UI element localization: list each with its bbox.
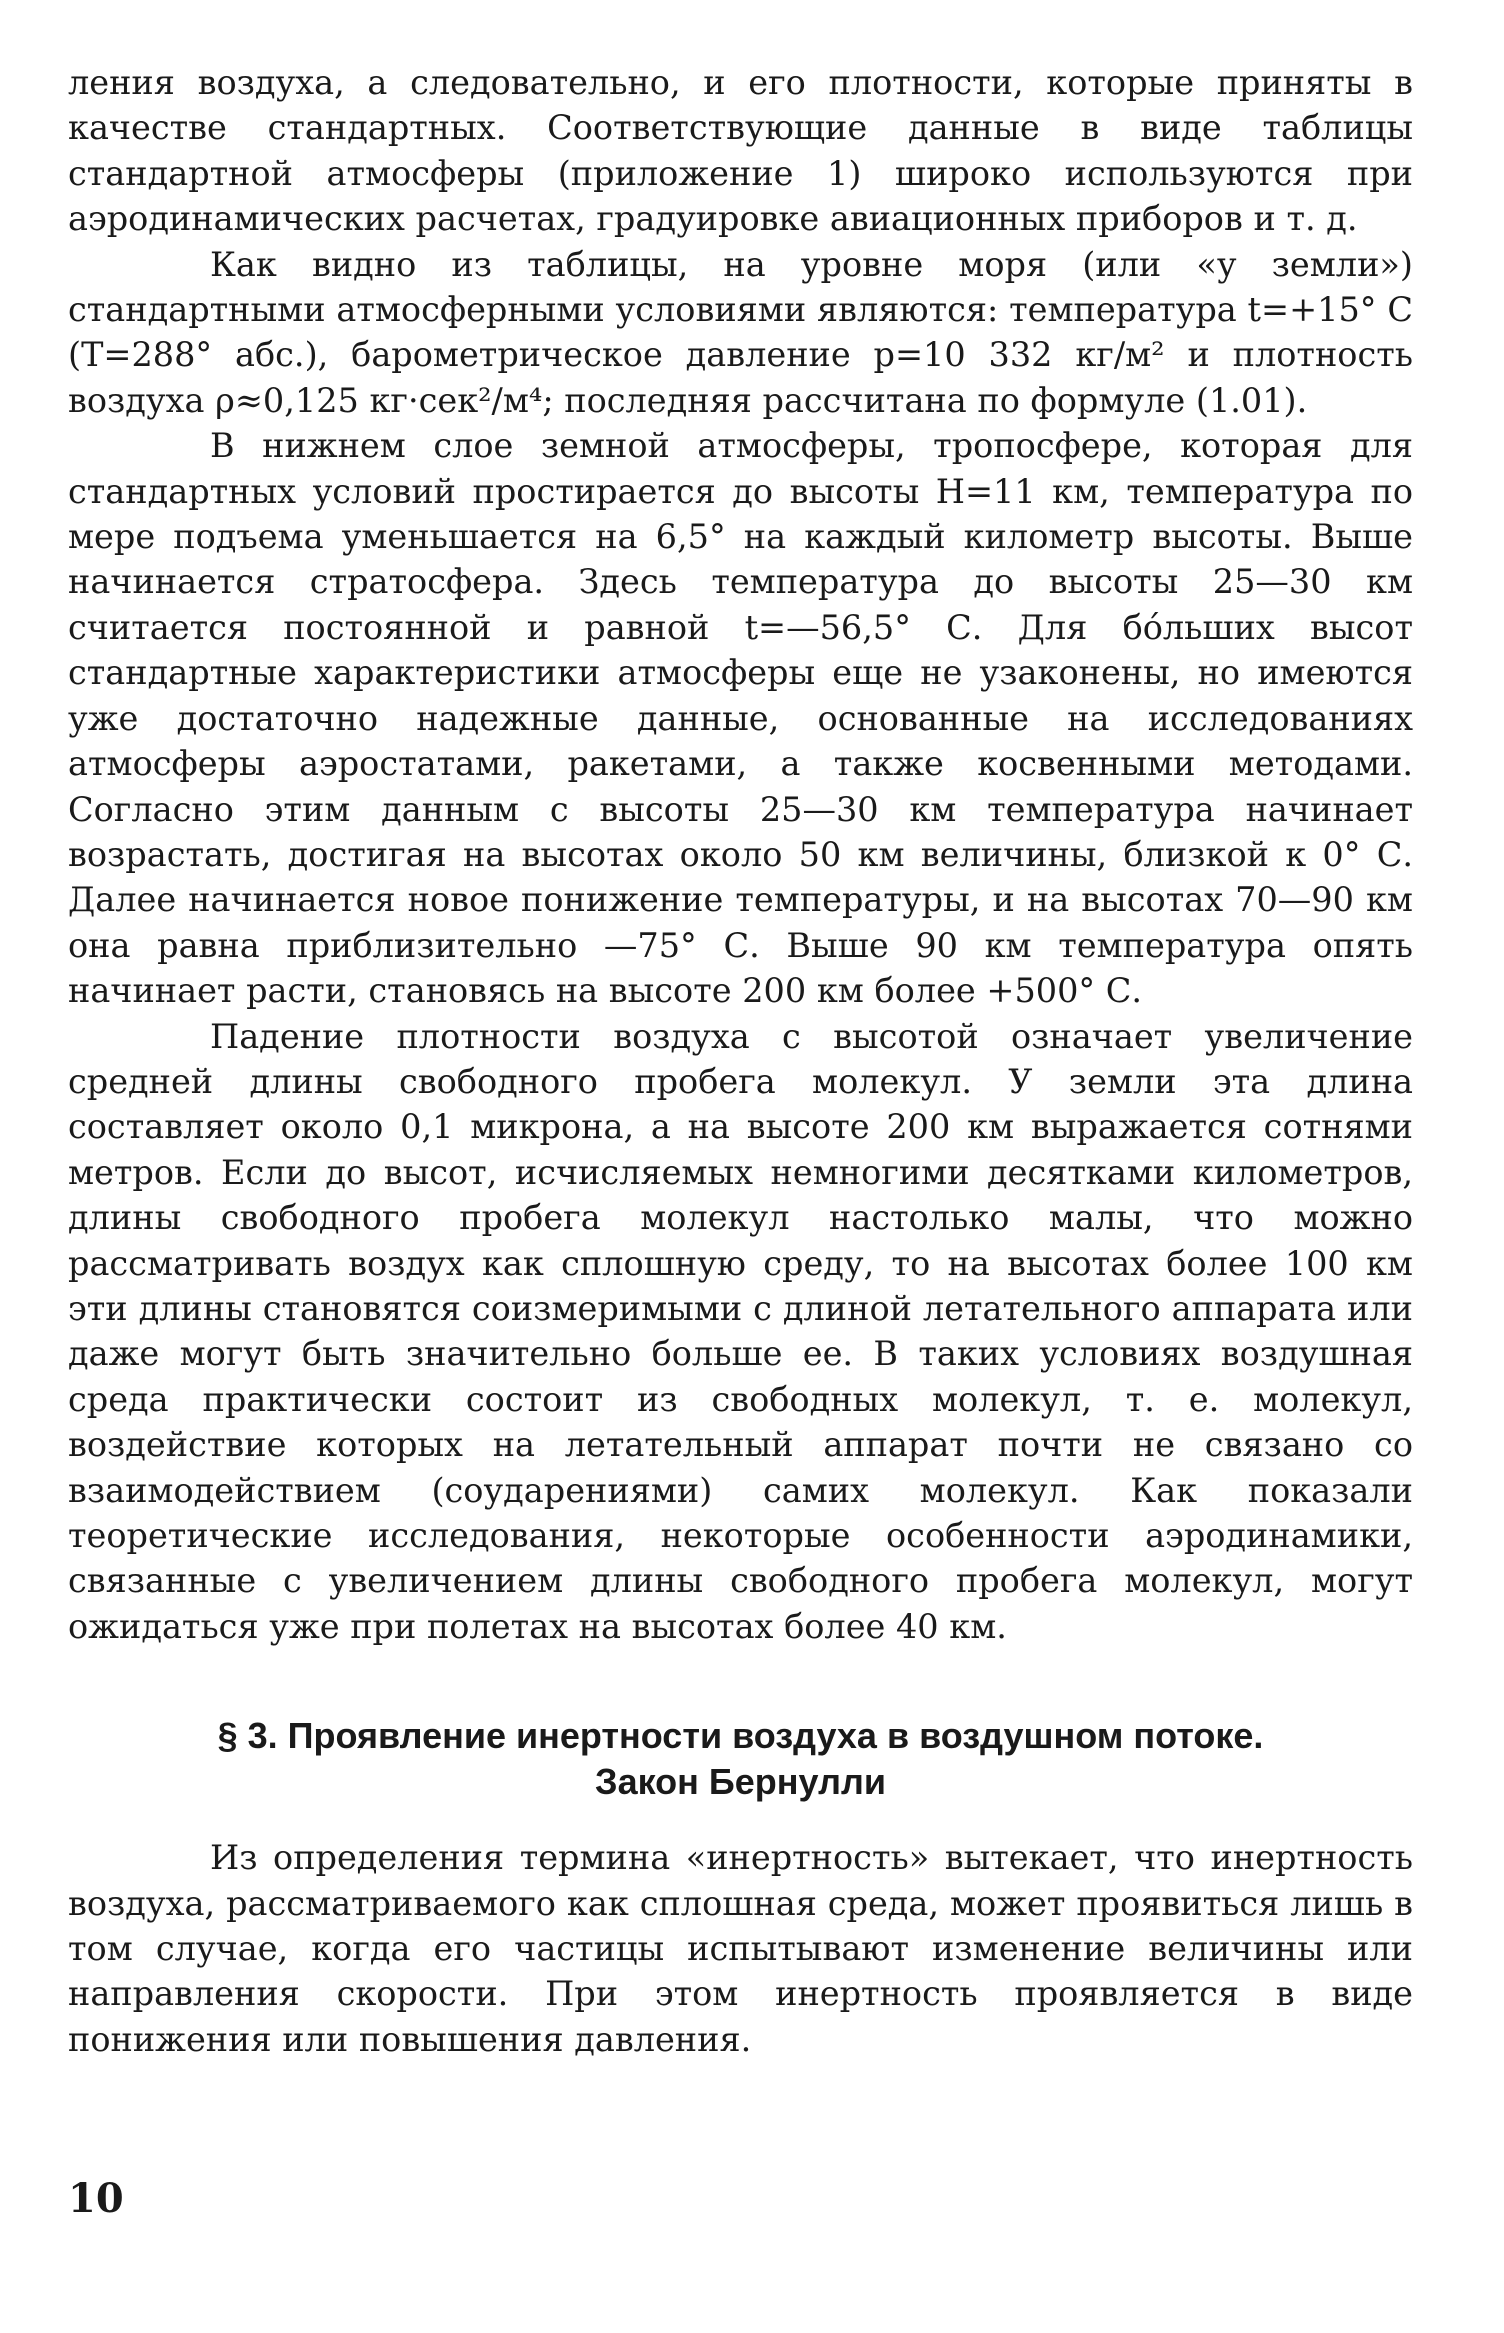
paragraph-sea-level-conditions: Как видно из таблицы, на уровне моря (или «у земли») стандартными атмосферными условиями являются: температура t=+15° С (T=288° абс.), барометрическое давление p=10 332 кг/м² и плотность воздуха ρ≈0,125 кг·сек²/м⁴; последняя рассчитана по формуле (1.01). — [68, 244, 1413, 420]
section-heading-line1: § 3. Проявление инертности воздуха в воздушном потоке. — [217, 1715, 1264, 1757]
page-number: 10 — [68, 2175, 124, 2222]
document-page — [68, 60, 1413, 2062]
paragraph-inertia-definition: Из определения термина «инертность» вытекает, что инертность воздуха, рассматриваемого как сплошная среда, может проявиться лишь в том случае, когда его частицы испытывают изменение величины или направления скорости. При этом инертность проявляется в виде понижения или повышения давления. — [68, 1838, 1413, 2059]
paragraph-standard-atmosphere-intro: ления воздуха, а следовательно, и его плотности, которые приняты в качестве стандартных. Соответствующие данные в виде таблицы стандартной атмосферы (приложение 1) широко используются при аэродинамических расчетах, градуировке авиационных приборов и т. д. — [68, 63, 1413, 239]
paragraph-troposphere-stratosphere: В нижнем слое земной атмосферы, тропосфере, которая для стандартных условий простирается до высоты H=11 км, температура по мере подъема уменьшается на 6,5° на каждый километр высоты. Выше начинается стратосфера. Здесь температура до высоты 25—30 км считается постоянной и равной t=—56,5° С. Для бóльших высот стандартные характеристики атмосферы еще не узаконены, но имеются уже достаточно надежные данные, основанные на исследованиях атмосферы аэростатами, ракетами, а также косвенными методами. Согласно этим данным с высоты 25—30 км температура начинает возрастать, достигая на высотах около 50 км величины, близкой к 0° С. Далее начинается новое понижение температуры, и на высотах 70—90 км она равна приблизительно —75° С. Выше 90 км температура опять начинает расти, становясь на высоте 200 км более +500° С. — [68, 426, 1413, 1011]
section-heading — [68, 1713, 1413, 1805]
paragraph-mean-free-path: Падение плотности воздуха с высотой означает увеличение средней длины свободного пробега молекул. У земли эта длина составляет около 0,1 микрона, а на высоте 200 км выражается сотнями метров. Если до высот, исчисляемых немногими десятками километров, длины свободного пробега молекул настолько малы, что можно рассматривать воздух как сплошную среду, то на высотах более 100 км эти длины становятся соизмеримыми с длиной летательного аппарата или даже могут быть значительно больше ее. В таких условиях воздушная среда практически состоит из свободных молекул, т. е. молекул, воздействие которых на летательный аппарат почти не связано со взаимодействием (соударениями) самих молекул. Как показали теоретические исследования, некоторые особенности аэродинамики, связанные с увеличением длины свободного пробега молекул, могут ожидаться уже при полетах на высотах более 40 км. — [68, 1016, 1413, 1646]
section-heading-line2: Закон Бернулли — [595, 1761, 886, 1803]
